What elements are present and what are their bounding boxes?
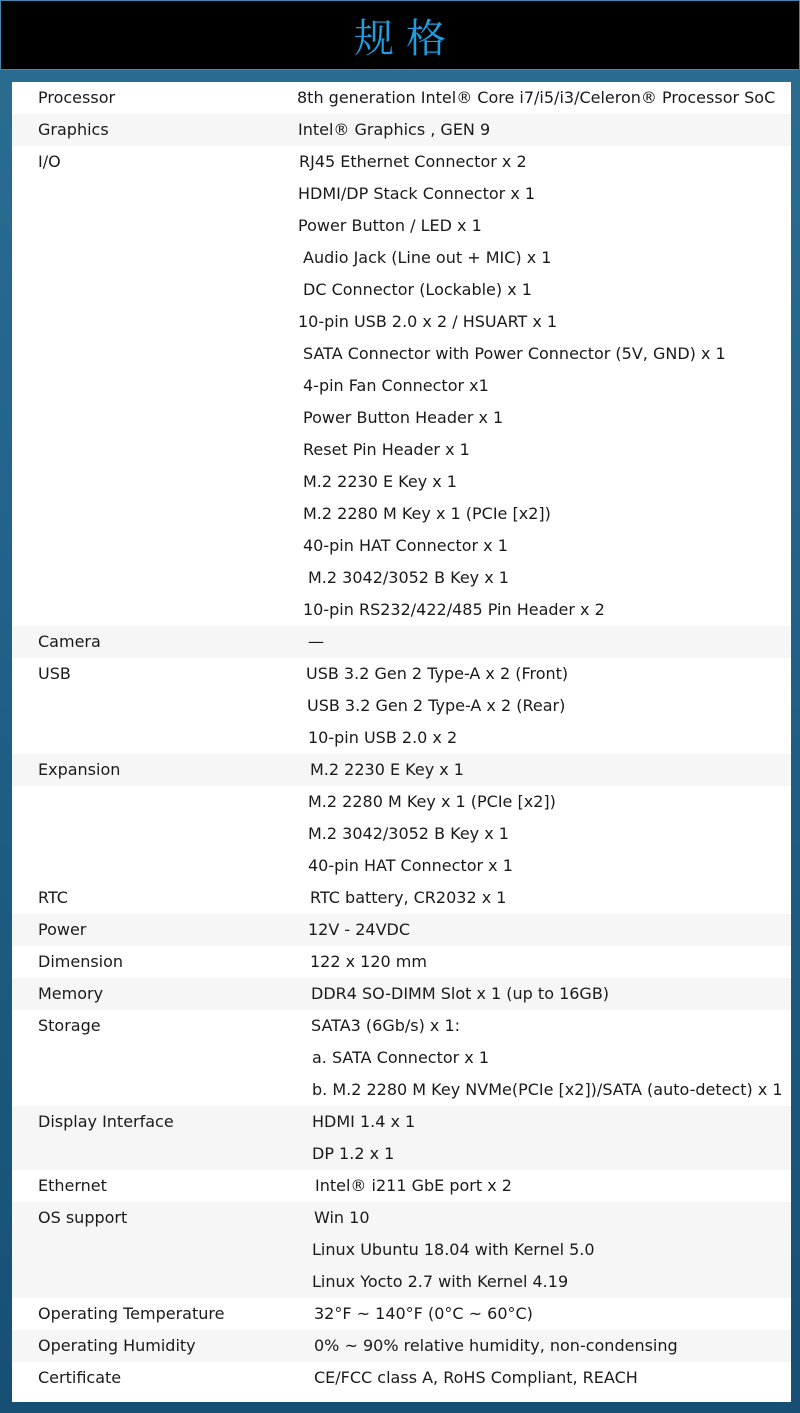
table-row [12, 882, 791, 914]
spec-value: USB 3.2 Gen 2 Type-A x 2 (Rear) [307, 696, 566, 715]
spec-value: RTC battery, CR2032 x 1 [310, 888, 507, 907]
table-row [12, 786, 791, 818]
spec-value: DC Connector (Lockable) x 1 [303, 280, 532, 299]
table-row [12, 594, 791, 626]
table-row [12, 306, 791, 338]
page-header [0, 0, 800, 70]
spec-value: Audio Jack (Line out + MIC) x 1 [303, 248, 552, 267]
table-row [12, 338, 791, 370]
spec-label: Ethernet [38, 1176, 107, 1195]
spec-label: Camera [38, 632, 101, 651]
table-row [12, 274, 791, 306]
spec-value: 32°F ~ 140°F (0°C ~ 60°C) [314, 1304, 533, 1323]
spec-value: M.2 2230 E Key x 1 [310, 760, 464, 779]
table-row [12, 1202, 791, 1234]
spec-value: M.2 3042/3052 B Key x 1 [308, 568, 509, 587]
spec-value: Linux Yocto 2.7 with Kernel 4.19 [312, 1272, 569, 1291]
table-row [12, 914, 791, 946]
table-row [12, 1074, 791, 1106]
page-title: 规格 [354, 15, 458, 62]
spec-label: USB [38, 664, 71, 683]
table-row [12, 178, 791, 210]
spec-label: Power [38, 920, 87, 939]
spec-value: 122 x 120 mm [310, 952, 427, 971]
spec-label: Expansion [38, 760, 121, 779]
table-row [12, 1362, 791, 1394]
table-row [12, 626, 791, 658]
spec-value: 10-pin USB 2.0 x 2 / HSUART x 1 [298, 312, 558, 331]
table-row [12, 530, 791, 562]
table-row [12, 1330, 791, 1362]
spec-value: 0% ~ 90% relative humidity, non-condensing [314, 1336, 678, 1355]
table-row [12, 146, 791, 178]
spec-value: 4-pin Fan Connector x1 [303, 376, 489, 395]
spec-value: Linux Ubuntu 18.04 with Kernel 5.0 [312, 1240, 595, 1259]
spec-value: Intel® Graphics , GEN 9 [298, 120, 491, 139]
table-row [12, 1298, 791, 1330]
spec-label: Certificate [38, 1368, 122, 1387]
table-row [12, 402, 791, 434]
spec-value: 10-pin RS232/422/485 Pin Header x 2 [303, 600, 605, 619]
spec-value: Win 10 [314, 1208, 370, 1227]
table-row [12, 1042, 791, 1074]
table-row [12, 1266, 791, 1298]
table-row [12, 466, 791, 498]
table-row [12, 850, 791, 882]
table-row [12, 690, 791, 722]
spec-label: Operating Temperature [38, 1304, 225, 1323]
spec-value: DDR4 SO-DIMM Slot x 1 (up to 16GB) [311, 984, 610, 1003]
spec-label: Memory [38, 984, 104, 1003]
spec-value: RJ45 Ethernet Connector x 2 [299, 152, 527, 171]
spec-label: RTC [38, 888, 68, 907]
spec-value: SATA3 (6Gb/s) x 1: [311, 1016, 461, 1035]
spec-value: HDMI/DP Stack Connector x 1 [298, 184, 536, 203]
table-row [12, 370, 791, 402]
table-row [12, 1138, 791, 1170]
spec-label: Dimension [38, 952, 124, 971]
table-row [12, 754, 791, 786]
spec-value: DP 1.2 x 1 [312, 1144, 395, 1163]
spec-table [12, 82, 791, 1402]
spec-value: 10-pin USB 2.0 x 2 [308, 728, 458, 747]
table-row [12, 434, 791, 466]
spec-value: 40-pin HAT Connector x 1 [308, 856, 513, 875]
table-row [12, 1010, 791, 1042]
table-row [12, 946, 791, 978]
spec-label: I/O [38, 152, 61, 171]
spec-label: Processor [38, 88, 116, 107]
table-row [12, 210, 791, 242]
spec-value: M.2 2230 E Key x 1 [303, 472, 457, 491]
table-row [12, 498, 791, 530]
table-row [12, 242, 791, 274]
spec-label: Storage [38, 1016, 101, 1035]
spec-value: 40-pin HAT Connector x 1 [303, 536, 508, 555]
spec-value: M.2 2280 M Key x 1 (PCIe [x2]) [303, 504, 551, 523]
table-row [12, 658, 791, 690]
spec-label: Operating Humidity [38, 1336, 196, 1355]
spec-value: M.2 3042/3052 B Key x 1 [308, 824, 509, 843]
spec-value: CE/FCC class A, RoHS Compliant, REACH [314, 1368, 638, 1387]
table-row [12, 1170, 791, 1202]
spec-value: b. M.2 2280 M Key NVMe(PCIe [x2])/SATA (auto-detect) x 1 [312, 1080, 783, 1099]
table-row [12, 978, 791, 1010]
spec-value: M.2 2280 M Key x 1 (PCIe [x2]) [308, 792, 556, 811]
table-row [12, 562, 791, 594]
spec-value: Power Button Header x 1 [303, 408, 504, 427]
spec-value: SATA Connector with Power Connector (5V, GND) x 1 [303, 344, 726, 363]
table-row [12, 722, 791, 754]
table-row [12, 1234, 791, 1266]
spec-value: USB 3.2 Gen 2 Type-A x 2 (Front) [306, 664, 569, 683]
spec-value: — [308, 632, 324, 651]
table-row [12, 1106, 791, 1138]
spec-value: Intel® i211 GbE port x 2 [315, 1176, 512, 1195]
spec-value: Power Button / LED x 1 [298, 216, 482, 235]
spec-value: a. SATA Connector x 1 [312, 1048, 490, 1067]
table-row [12, 818, 791, 850]
spec-label: Graphics [38, 120, 109, 139]
spec-value: 8th generation Intel® Core i7/i5/i3/Celeron® Processor SoC [297, 88, 776, 107]
spec-value: Reset Pin Header x 1 [303, 440, 470, 459]
table-row [12, 82, 791, 114]
spec-label: OS support [38, 1208, 128, 1227]
table-row [12, 114, 791, 146]
spec-label: Display Interface [38, 1112, 174, 1131]
spec-value: HDMI 1.4 x 1 [312, 1112, 416, 1131]
spec-value: 12V - 24VDC [308, 920, 411, 939]
